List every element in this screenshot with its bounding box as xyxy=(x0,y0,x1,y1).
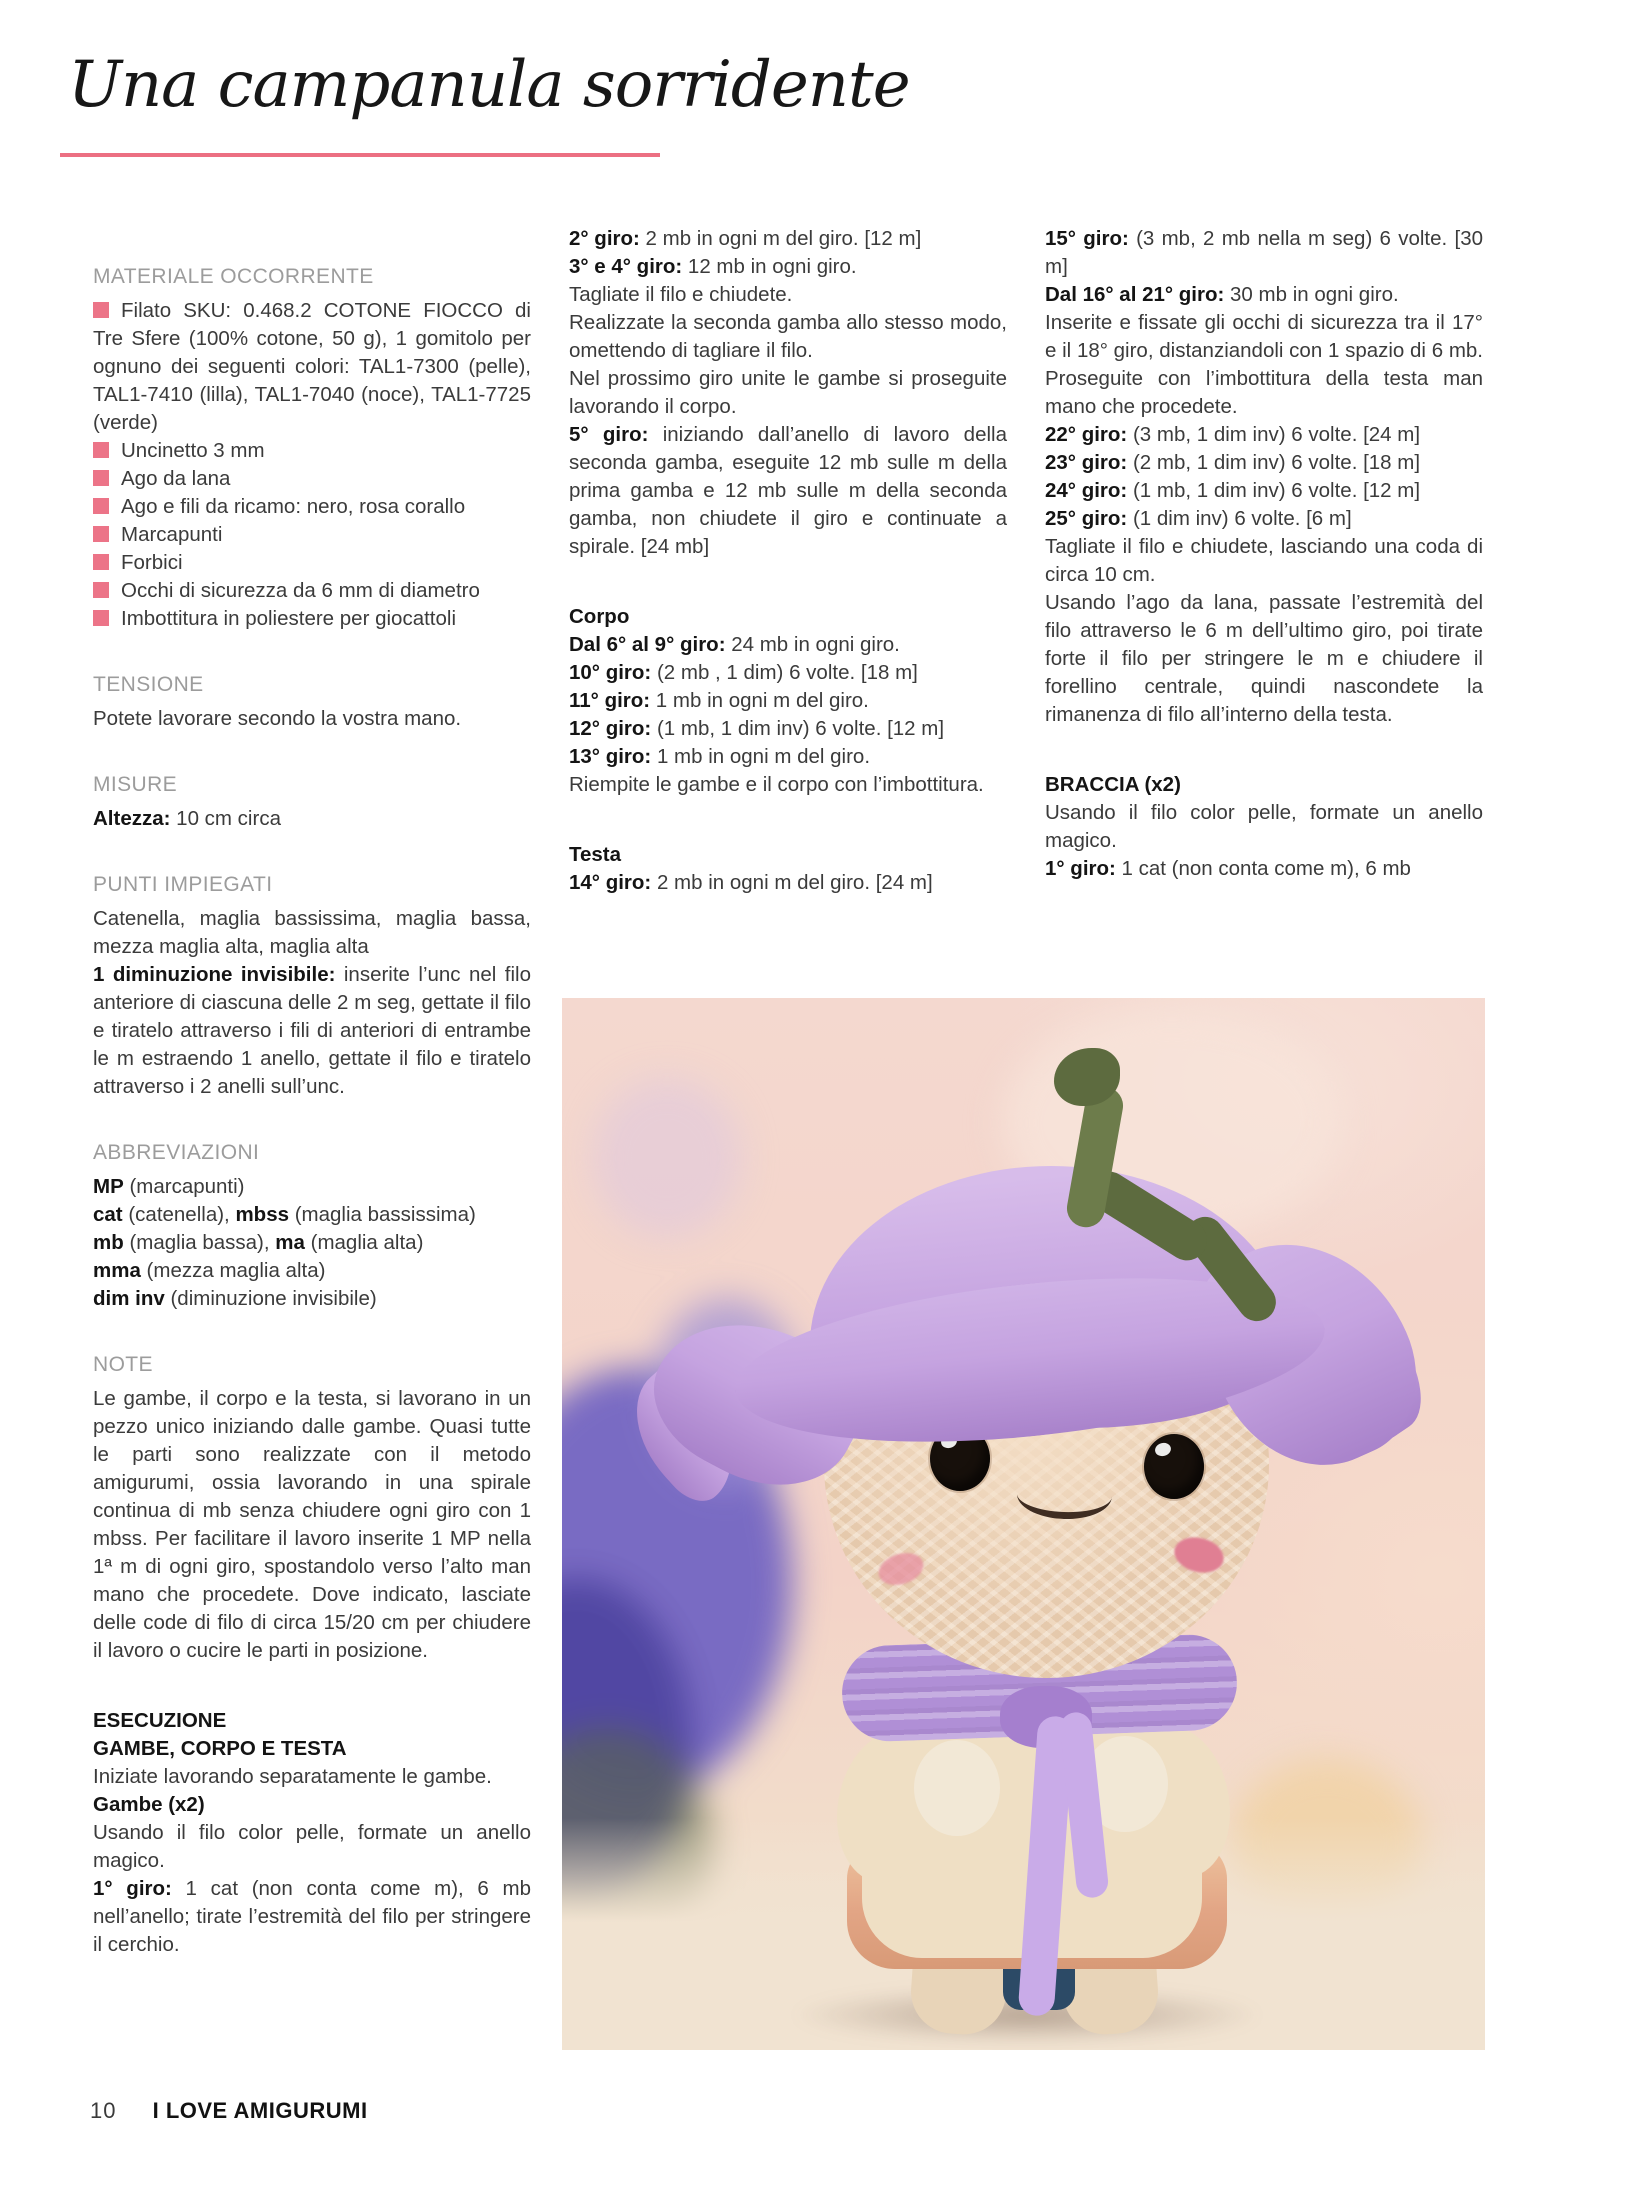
paragraph: Iniziate lavorando separatamente le gambe. xyxy=(93,1765,492,1788)
paragraph: Gambe (x2) xyxy=(93,1793,205,1816)
paragraph: mb (maglia bassa), ma (maglia alta) xyxy=(93,1231,424,1254)
paragraph: 5° giro: iniziando dall’anello di lavoro della seconda gamba, eseguite 12 mb sulle m della prima gamba e 12 mb sulle m della seconda gamba, non chiudete il giro e continuate a spirale. [24 mb] xyxy=(569,423,1007,558)
paragraph: Altezza: 10 cm circa xyxy=(93,807,281,830)
section-heading: NOTE xyxy=(93,1353,153,1376)
paragraph: Tagliate il filo e chiudete. xyxy=(569,283,793,306)
paragraph: 3° e 4° giro: 12 mb in ogni giro. xyxy=(569,255,857,278)
paragraph: 25° giro: (1 dim inv) 6 volte. [6 m] xyxy=(1045,507,1352,530)
paragraph: Inserite e fissate gli occhi di sicurezza tra il 17° e il 18° giro, distanziandoli con 1 spazio di 6 mb. Proseguite con l’imbottitura della testa man mano che procedete. xyxy=(1045,311,1483,418)
paragraph: 15° giro: (3 mb, 2 mb nella m seg) 6 volte. [30 m] xyxy=(1045,227,1483,278)
paragraph: GAMBE, CORPO E TESTA xyxy=(93,1737,347,1760)
paragraph: Usando il filo color pelle, formate un anello magico. xyxy=(93,1821,531,1872)
page-title: Una campanula sorridente xyxy=(68,48,910,122)
paragraph: 10° giro: (2 mb , 1 dim) 6 volte. [18 m] xyxy=(569,661,918,684)
paragraph: 13° giro: 1 mb in ogni m del giro. xyxy=(569,745,871,768)
doll-hand-left xyxy=(914,1740,1000,1836)
paragraph: 12° giro: (1 mb, 1 dim inv) 6 volte. [12 m] xyxy=(569,717,945,740)
eye-right xyxy=(1144,1434,1204,1499)
paragraph: Tagliate il filo e chiudete, lasciando una coda di circa 10 cm. xyxy=(1045,535,1483,586)
paragraph: mma (mezza maglia alta) xyxy=(93,1259,326,1282)
paragraph: 2° giro: 2 mb in ogni m del giro. [12 m] xyxy=(569,227,922,250)
paragraph: ESECUZIONE xyxy=(93,1709,227,1732)
page-footer xyxy=(90,2098,368,2124)
section-heading: TENSIONE xyxy=(93,673,204,696)
paragraph: dim inv (diminuzione invisibile) xyxy=(93,1287,377,1310)
bullet-item: Forbici xyxy=(93,549,531,577)
column-left xyxy=(93,225,531,1959)
bullet-item: Occhi di sicurezza da 6 mm di diametro xyxy=(93,577,531,605)
page-number: 10 xyxy=(90,2098,117,2123)
section-heading: ABBREVIAZIONI xyxy=(93,1141,260,1164)
paragraph: 1° giro: 1 cat (non conta come m), 6 mb xyxy=(1045,857,1411,880)
paragraph: MP (marcapunti) xyxy=(93,1175,245,1198)
paragraph: Riempite le gambe e il corpo con l’imbottitura. xyxy=(569,773,984,796)
bullet-item: Imbottitura in poliestere per giocattoli xyxy=(93,605,531,633)
paragraph: Usando il filo color pelle, formate un anello magico. xyxy=(1045,801,1483,852)
paragraph: 11° giro: 1 mb in ogni m del giro. xyxy=(569,689,869,712)
section-heading: PUNTI IMPIEGATI xyxy=(93,873,273,896)
magazine-name: I LOVE AMIGURUMI xyxy=(152,2098,368,2123)
paragraph: Corpo xyxy=(569,605,630,628)
amigurumi-photo xyxy=(562,998,1485,2050)
bullet-item: Ago da lana xyxy=(93,465,531,493)
paragraph: Catenella, maglia bassissima, maglia bassa, mezza maglia alta, maglia alta xyxy=(93,907,531,958)
paragraph: 22° giro: (3 mb, 1 dim inv) 6 volte. [24 m] xyxy=(1045,423,1421,446)
bullet-item: Marcapunti xyxy=(93,521,531,549)
paragraph: Testa xyxy=(569,843,622,866)
paragraph: cat (catenella), mbss (maglia bassissima) xyxy=(93,1203,476,1226)
section-heading: MATERIALE OCCORRENTE xyxy=(93,265,374,288)
bullet-square-icon xyxy=(93,470,109,486)
paragraph: Dal 6° al 9° giro: 24 mb in ogni giro. xyxy=(569,633,900,656)
paragraph: Usando l’ago da lana, passate l’estremità del filo attraverso le 6 m dell’ultimo giro, poi tirate forte il filo per stringere le m e chiudere il forellino centrale, quindi nascondete la rimanenza di filo all’interno della testa. xyxy=(1045,591,1483,726)
bullet-square-icon xyxy=(93,498,109,514)
bullet-square-icon xyxy=(93,610,109,626)
bullet-item: Filato SKU: 0.468.2 COTONE FIOCCO di Tre Sfere (100% cotone, 50 g), 1 gomitolo per ognuno dei seguenti colori: TAL1-7300 (pelle), TAL1-7410 (lilla), TAL1-7040 (noce), TAL1-7725 (verde) xyxy=(93,299,531,434)
section-heading: MISURE xyxy=(93,773,178,796)
bullet-square-icon xyxy=(93,582,109,598)
paragraph: Realizzate la seconda gamba allo stesso modo, omettendo di tagliare il filo. xyxy=(569,311,1007,362)
paragraph: 24° giro: (1 mb, 1 dim inv) 6 volte. [12 m] xyxy=(1045,479,1421,502)
paragraph: Dal 16° al 21° giro: 30 mb in ogni giro. xyxy=(1045,283,1399,306)
lilac-haze-bokeh xyxy=(592,1078,742,1238)
bullet-square-icon xyxy=(93,554,109,570)
paragraph: Le gambe, il corpo e la testa, si lavorano in un pezzo unico iniziando dalle gambe. Quasi tutte le parti sono realizzate con il metodo amigurumi, ossia lavorando in una spirale continua di mb senza chiudere ogni giro con 1 mbss. Per facilitare il lavoro inserite 1 MP nella 1ª m di ogni giro, spostandolo verso l’alto man mano che procedete. Dove indicato, lasciate delle code di filo di circa 15/20 cm per chiudere il lavoro o cucire le parti in posizione. xyxy=(93,1387,531,1662)
bullet-square-icon xyxy=(93,302,109,318)
paragraph: 1 diminuzione invisibile: inserite l’unc nel filo anteriore di ciascuna delle 2 m seg, gettate il filo e tiratelo attraverso i fili di anteriori di entrambe le m estraendo 1 anello, gettate il filo e tiratelo attraverso i 2 anelli sull’unc. xyxy=(93,963,532,1098)
paragraph: Potete lavorare secondo la vostra mano. xyxy=(93,707,462,730)
bullet-item: Uncinetto 3 mm xyxy=(93,437,531,465)
paragraph: 1° giro: 1 cat (non conta come m), 6 mb nell’anello; tirate l’estremità del filo per stringere il cerchio. xyxy=(93,1877,531,1956)
paragraph: Nel prossimo giro unite le gambe si proseguite lavorando il corpo. xyxy=(569,367,1007,418)
paragraph: BRACCIA (x2) xyxy=(1045,773,1181,796)
bullet-item: Ago e fili da ricamo: nero, rosa corallo xyxy=(93,493,531,521)
paragraph: 14° giro: 2 mb in ogni m del giro. [24 m] xyxy=(569,871,933,894)
column-middle xyxy=(569,225,1007,897)
title-underline xyxy=(60,153,660,157)
bullet-square-icon xyxy=(93,526,109,542)
bullet-square-icon xyxy=(93,442,109,458)
column-right xyxy=(1045,225,1483,883)
paragraph: 23° giro: (2 mb, 1 dim inv) 6 volte. [18 m] xyxy=(1045,451,1421,474)
